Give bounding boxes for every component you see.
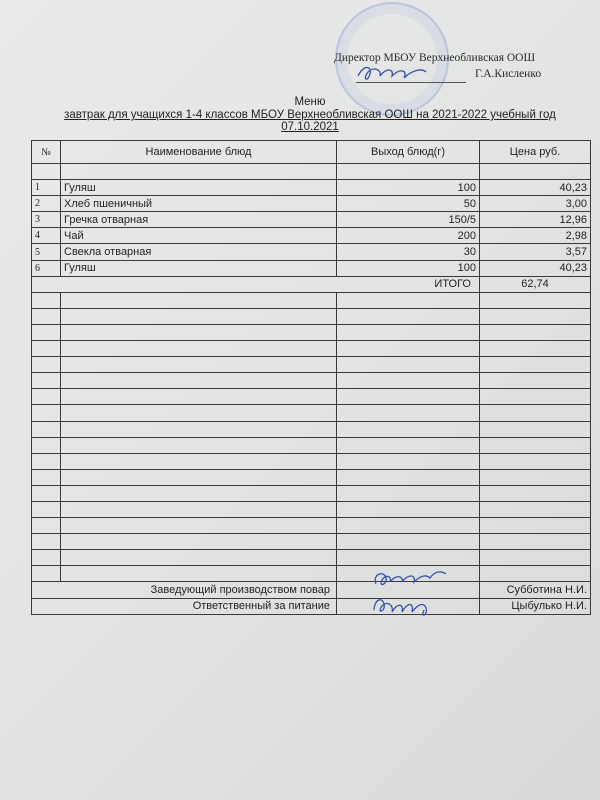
- dish-output: 30: [337, 244, 480, 260]
- empty-cell: [61, 357, 337, 373]
- empty-row: [32, 550, 591, 566]
- signature-row: [32, 598, 591, 614]
- empty-cell: [32, 501, 61, 517]
- empty-cell: [480, 373, 591, 389]
- director-signature: [352, 60, 432, 86]
- production-chef-name: Субботина Н.И.: [480, 582, 591, 598]
- empty-cell: [337, 405, 480, 421]
- empty-cell: [61, 308, 337, 324]
- table-row: [32, 228, 591, 244]
- empty-cell: [337, 469, 480, 485]
- empty-row: [32, 453, 591, 469]
- empty-cell: [480, 341, 591, 357]
- empty-cell: [337, 373, 480, 389]
- empty-cell: [61, 324, 337, 340]
- empty-cell: [480, 437, 591, 453]
- dish-name: Гуляш: [61, 260, 337, 276]
- empty-cell: [61, 550, 337, 566]
- empty-cell: [480, 518, 591, 534]
- dish-name: Чай: [61, 228, 337, 244]
- empty-cell: [61, 534, 337, 550]
- table-row: [32, 180, 591, 196]
- empty-cell: [61, 292, 337, 308]
- dish-output: 100: [337, 180, 480, 196]
- empty-cell: [337, 357, 480, 373]
- empty-cell: [480, 357, 591, 373]
- empty-cell: [32, 485, 61, 501]
- empty-row: [32, 405, 591, 421]
- menu-subtitle: завтрак для учащихся 1-4 классов МБОУ Верхнеобливская ООШ на 2021-2022 учебный год: [64, 109, 556, 121]
- total-label: ИТОГО: [32, 276, 480, 292]
- total-value: 62,74: [480, 276, 591, 292]
- empty-cell: [61, 341, 337, 357]
- empty-cell: [61, 437, 337, 453]
- empty-cell: [61, 518, 337, 534]
- menu-date: 07.10.2021: [281, 121, 339, 133]
- column-header-output: Выход блюд(г): [337, 141, 480, 164]
- dish-price: 3,00: [480, 196, 591, 212]
- empty-cell: [32, 292, 61, 308]
- column-header-number: №: [32, 141, 61, 164]
- empty-cell: [480, 453, 591, 469]
- menu-table-body: [32, 164, 591, 293]
- empty-cell: [32, 324, 61, 340]
- empty-row: [32, 437, 591, 453]
- empty-cell: [32, 341, 61, 357]
- row-number: 4: [32, 228, 61, 244]
- empty-cell: [337, 292, 480, 308]
- empty-cell: [480, 389, 591, 405]
- empty-cell: [32, 389, 61, 405]
- dish-price: 40,23: [480, 180, 591, 196]
- dish-output: 100: [337, 260, 480, 276]
- empty-cell: [32, 405, 61, 421]
- table-row: [32, 244, 591, 260]
- empty-cell: [480, 550, 591, 566]
- empty-cell: [32, 437, 61, 453]
- row-number: 5: [32, 244, 61, 260]
- empty-cell: [32, 357, 61, 373]
- empty-row: [32, 292, 591, 308]
- table-header-row: [32, 141, 591, 164]
- empty-cell: [61, 469, 337, 485]
- empty-cell: [337, 389, 480, 405]
- empty-cell: [32, 469, 61, 485]
- empty-cell: [337, 324, 480, 340]
- empty-rows: [32, 292, 591, 582]
- empty-row: [32, 518, 591, 534]
- dish-price: 12,96: [480, 212, 591, 228]
- responsible-person-label: Ответственный за питание: [32, 598, 337, 614]
- empty-cell: [480, 469, 591, 485]
- total-row: [32, 276, 591, 292]
- dish-price: 3,57: [480, 244, 591, 260]
- empty-cell: [61, 373, 337, 389]
- table-row: [32, 212, 591, 228]
- dish-output: 150/5: [337, 212, 480, 228]
- empty-cell: [480, 485, 591, 501]
- empty-cell: [480, 405, 591, 421]
- empty-row: [32, 324, 591, 340]
- empty-cell: [480, 534, 591, 550]
- responsible-person-name: Цыбулько Н.И.: [480, 598, 591, 614]
- empty-cell: [480, 421, 591, 437]
- empty-cell: [480, 566, 591, 582]
- empty-cell: [337, 550, 480, 566]
- empty-row: [32, 341, 591, 357]
- dish-name: Свекла отварная: [61, 244, 337, 260]
- row-number: 1: [32, 180, 61, 196]
- empty-row: [32, 501, 591, 517]
- document-title: [60, 96, 560, 133]
- empty-cell: [32, 453, 61, 469]
- empty-cell: [337, 437, 480, 453]
- empty-cell: [337, 308, 480, 324]
- dish-name: Гуляш: [61, 180, 337, 196]
- empty-cell: [337, 518, 480, 534]
- empty-cell: [61, 566, 337, 582]
- dish-name: Гречка отварная: [61, 212, 337, 228]
- table-row: [32, 196, 591, 212]
- empty-cell: [32, 518, 61, 534]
- empty-cell: [32, 534, 61, 550]
- empty-cell: [61, 501, 337, 517]
- empty-cell: [480, 308, 591, 324]
- empty-cell: [61, 421, 337, 437]
- dish-output: 50: [337, 196, 480, 212]
- empty-row: [32, 421, 591, 437]
- column-header-price: Цена руб.: [480, 141, 591, 164]
- empty-cell: [61, 485, 337, 501]
- row-number: 3: [32, 212, 61, 228]
- empty-row: [32, 534, 591, 550]
- empty-cell: [337, 485, 480, 501]
- signature-row: [32, 582, 591, 598]
- empty-cell: [337, 421, 480, 437]
- menu-table: [31, 140, 591, 615]
- director-line: Директор МБОУ Верхнеобливская ООШ: [334, 52, 536, 64]
- empty-row: [32, 308, 591, 324]
- row-number: 6: [32, 260, 61, 276]
- dish-price: 40,23: [480, 260, 591, 276]
- empty-cell: [61, 405, 337, 421]
- menu-heading: Меню: [294, 96, 326, 108]
- empty-row: [32, 373, 591, 389]
- empty-cell: [480, 324, 591, 340]
- dish-name: Хлеб пшеничный: [61, 196, 337, 212]
- empty-row: [32, 389, 591, 405]
- empty-cell: [32, 421, 61, 437]
- empty-row: [32, 469, 591, 485]
- empty-cell: [337, 453, 480, 469]
- empty-cell: [61, 453, 337, 469]
- empty-row: [32, 357, 591, 373]
- empty-cell: [32, 308, 61, 324]
- empty-cell: [32, 566, 61, 582]
- column-header-name: Наименование блюд: [61, 141, 337, 164]
- empty-cell: [337, 341, 480, 357]
- empty-cell: [32, 550, 61, 566]
- empty-row: [32, 485, 591, 501]
- dish-price: 2,98: [480, 228, 591, 244]
- dish-output: 200: [337, 228, 480, 244]
- footer-signatures: [368, 566, 458, 622]
- empty-cell: [61, 389, 337, 405]
- empty-cell: [337, 534, 480, 550]
- empty-cell: [480, 292, 591, 308]
- empty-cell: [32, 373, 61, 389]
- empty-row: [32, 566, 591, 582]
- production-chef-label: Заведующий производством повар: [32, 582, 337, 598]
- table-row: [32, 260, 591, 276]
- table-row: [32, 164, 591, 180]
- empty-cell: [480, 501, 591, 517]
- row-number: 2: [32, 196, 61, 212]
- director-name: Г.А.Кисленко: [475, 68, 542, 80]
- empty-cell: [337, 501, 480, 517]
